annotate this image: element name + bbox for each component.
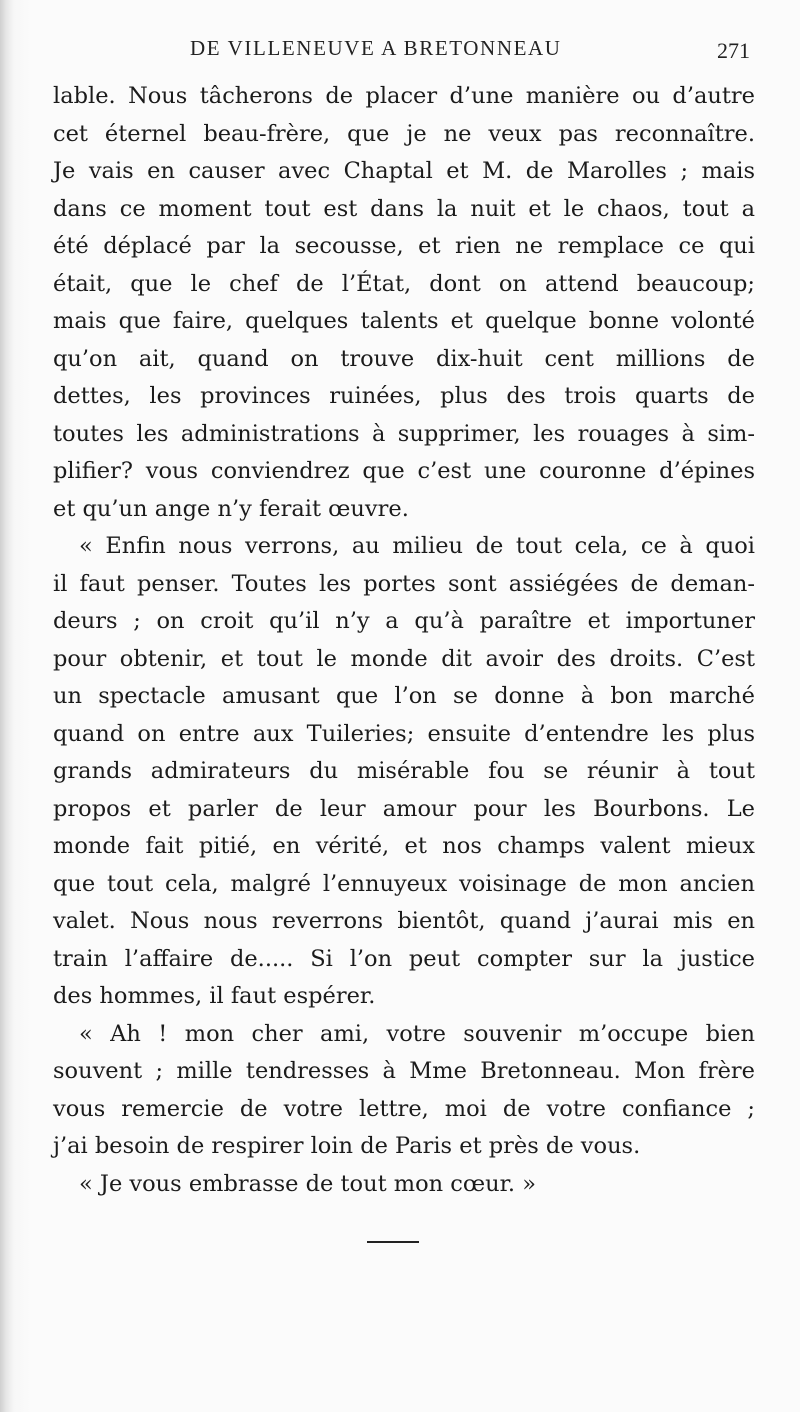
text-line: « Je vous embrasse de tout mon cœur. » xyxy=(79,1170,536,1197)
text-line: que tout cela, malgré l’ennuyeux voisinage de mon ancien xyxy=(53,870,755,897)
text-line: vous remercie de votre lettre, moi de votre confiance ; xyxy=(53,1095,755,1122)
text-line: quand on entre aux Tuileries; ensuite d’entendre les plus xyxy=(53,720,755,747)
paragraph xyxy=(53,1016,755,1166)
text-line: mais que faire, quelques talents et quelque bonne volonté xyxy=(53,308,755,334)
text-line: des hommes, il faut espérer. xyxy=(53,983,376,1009)
text-line: et qu’un ange n’y ferait œuvre. xyxy=(53,495,409,522)
text-line: train l’affaire de..... Si l’on peut compter sur la justice xyxy=(53,945,755,972)
paragraph xyxy=(53,78,755,528)
body-text xyxy=(53,78,755,1203)
text-line: propos et parler de leur amour pour les Bourbons. Le xyxy=(53,795,755,822)
text-line: j’ai besoin de respirer loin de Paris et près de vous. xyxy=(53,1133,641,1159)
text-line: grands admirateurs du misérable fou se réunir à tout xyxy=(53,758,755,784)
page-header xyxy=(52,28,770,68)
text-line: « Ah ! mon cher ami, votre souvenir m’occupe bien xyxy=(79,1020,755,1047)
text-line: pour obtenir, et tout le monde dit avoir des droits. C’est xyxy=(53,645,755,672)
paragraph xyxy=(53,1166,755,1204)
page-number: 271 xyxy=(717,38,750,63)
text-line: Je vais en causer avec Chaptal et M. de Marolles ; mais xyxy=(53,158,755,184)
text-line: qu’on ait, quand on trouve dix-huit cent millions de xyxy=(53,345,755,372)
text-line: un spectacle amusant que l’on se donne à bon marché xyxy=(53,683,755,709)
text-line: valet. Nous nous reverrons bientôt, quand j’aurai mis en xyxy=(53,908,755,934)
text-line: deurs ; on croit qu’il n’y a qu’à paraître et importuner xyxy=(53,608,755,634)
running-head: DE VILLENEUVE A BRETONNEAU xyxy=(190,36,562,60)
text-line: dettes, les provinces ruinées, plus des trois quarts de xyxy=(53,383,755,409)
text-line: toutes les administrations à supprimer, les rouages à sim- xyxy=(53,420,755,447)
text-line: plifier? vous conviendrez que c’est une couronne d’épines xyxy=(53,458,755,484)
text-line: monde fait pitié, en vérité, et nos champs valent mieux xyxy=(53,833,755,859)
text-line: cet éternel beau-frère, que je ne veux pas reconnaître. xyxy=(53,120,755,147)
paragraph xyxy=(53,528,755,1016)
text-line: lable. Nous tâcherons de placer d’une manière ou d’autre xyxy=(53,83,755,109)
text-line: dans ce moment tout est dans la nuit et le chaos, tout a xyxy=(53,195,755,222)
text-line: été déplacé par la secousse, et rien ne remplace ce qui xyxy=(53,233,755,259)
text-line: « Enfin nous verrons, au milieu de tout cela, ce à quoi xyxy=(79,533,755,559)
text-line: il faut penser. Toutes les portes sont assiégées de deman- xyxy=(53,570,755,597)
text-line: souvent ; mille tendresses à Mme Bretonneau. Mon frère xyxy=(53,1058,755,1084)
text-line: était, que le chef de l’État, dont on attend beaucoup; xyxy=(53,270,755,297)
closing-rule xyxy=(367,1241,419,1243)
